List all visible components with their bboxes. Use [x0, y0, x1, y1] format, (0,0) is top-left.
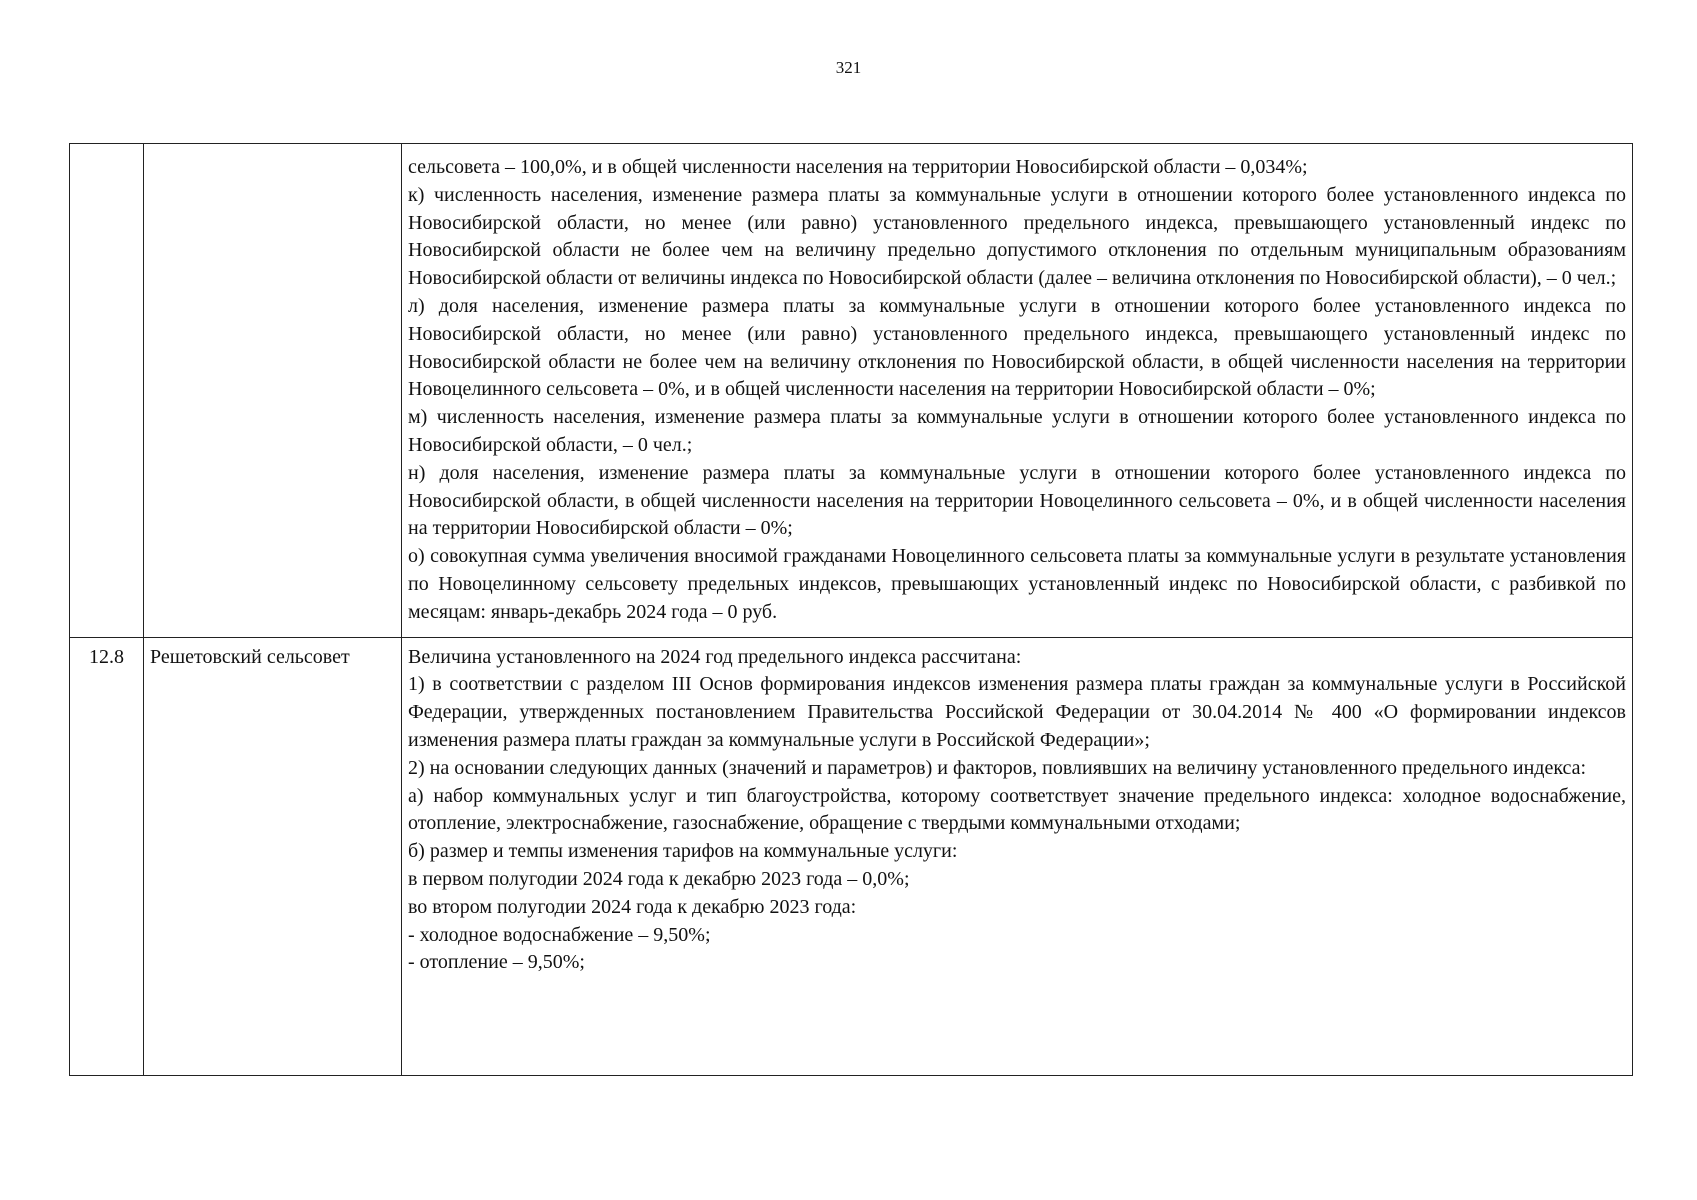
- description-cell: [402, 637, 1633, 1075]
- page-number: 321: [835, 58, 862, 77]
- paragraph: - холодное водоснабжение – 9,50%;: [408, 923, 711, 946]
- paragraph: л) доля населения, изменение размера платы за коммунальные услуги в отношении которого более установленного индекса по Новосибирской области, но менее (или равно) установленного предельного индекса, превышающего установленный индекс по Новосибирской области не более чем на величину отклонения по Новосибирской области, в общей численности населения на территории Новоцелинного сельсовета – 0%, и в общей численности населения на территории Новосибирской области – 0%;: [408, 294, 1626, 401]
- paragraph: Величина установленного на 2024 год предельного индекса рассчитана:: [408, 645, 1022, 668]
- paragraph: 2) на основании следующих данных (значений и параметров) и факторов, повлиявших на величину установленного предельного индекса:: [408, 756, 1587, 779]
- municipality-name-cell: [144, 144, 402, 638]
- paragraph: б) размер и темпы изменения тарифов на коммунальные услуги:: [408, 840, 958, 863]
- paragraph: м) численность населения, изменение размера платы за коммунальные услуги в отношении которого более установленного индекса по Новосибирской области, – 0 чел.;: [408, 406, 1626, 456]
- paragraph: сельсовета – 100,0%, и в общей численности населения на территории Новосибирской области – 0,034%;: [408, 156, 1308, 178]
- paragraph: во втором полугодии 2024 года к декабрю 2023 года:: [408, 895, 857, 918]
- table-row: [70, 144, 1633, 638]
- description-cell: [402, 144, 1633, 638]
- row-number-cell: 12.8: [70, 637, 144, 1075]
- paragraph: в первом полугодии 2024 года к декабрю 2023 года – 0,0%;: [408, 867, 910, 890]
- row-number-cell: [70, 144, 144, 638]
- paragraph: - отопление – 9,50%;: [408, 951, 585, 974]
- document-table: [69, 143, 1633, 1076]
- paragraph: к) численность населения, изменение размера платы за коммунальные услуги в отношении которого более установленного индекса по Новосибирской области, но менее (или равно) установленного предельного индекса, превышающего установленный индекс по Новосибирской области не более чем на величину предельно допустимого отклонения по отдельным муниципальным образованиям Новосибирской области от величины индекса по Новосибирской области (далее – величина отклонения по Новосибирской области), – 0 чел.;: [408, 183, 1626, 290]
- table-row: [70, 637, 1633, 1075]
- paragraph: н) доля населения, изменение размера платы за коммунальные услуги в отношении которого более установленного индекса по Новосибирской области, в общей численности населения на территории Новоцелинного сельсовета – 0%, и в общей численности населения на территории Новосибирской области – 0%;: [408, 461, 1626, 540]
- municipality-name-cell: Решетовский сельсовет: [144, 637, 402, 1075]
- paragraph: 1) в соответствии с разделом III Основ формирования индексов изменения размера платы граждан за коммунальные услуги в Российской Федерации, утвержденных постановлением Правительства Российской Федерации от 30.04.2014 № 400 «О формировании индексов изменения размера платы граждан за коммунальные услуги в Российской Федерации»;: [408, 673, 1626, 751]
- paragraph: о) совокупная сумма увеличения вносимой гражданами Новоцелинного сельсовета платы за коммунальные услуги в результате установления по Новоцелинному сельсовету предельных индексов, превышающих установленный индекс по Новосибирской области, с разбивкой по месяцам: январь-декабрь 2024 года – 0 руб.: [408, 545, 1626, 623]
- paragraph: а) набор коммунальных услуг и тип благоустройства, которому соответствует значение предельного индекса: холодное водоснабжение, отопление, электроснабжение, газоснабжение, обращение с твердыми коммунальными отходами;: [408, 784, 1626, 835]
